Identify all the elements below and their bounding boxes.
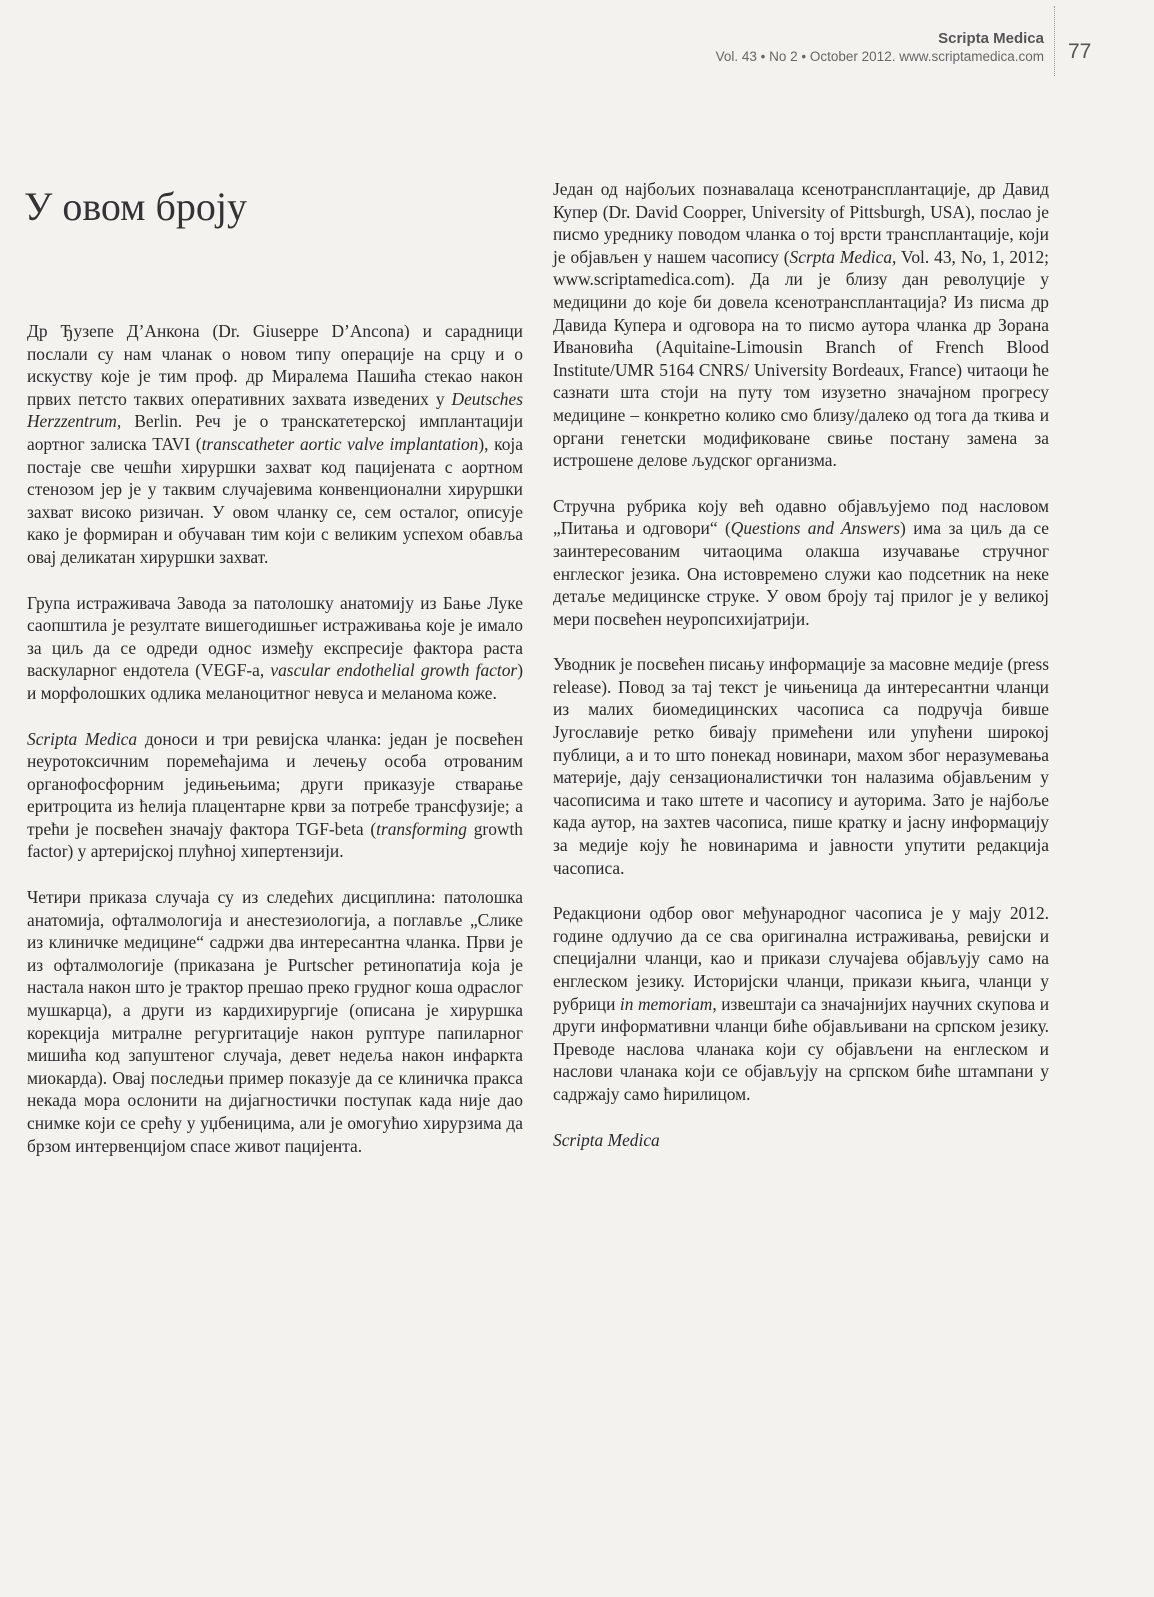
italic-text: Deutsches Herzzentrum,	[27, 388, 523, 432]
paragraph	[27, 592, 523, 705]
text-run: growth factor) у артеријској плућној хипертензији.	[27, 818, 523, 862]
paragraph	[553, 178, 1049, 472]
italic-text: transforming	[376, 818, 467, 839]
page-number: 77	[1068, 40, 1092, 63]
italic-text: in memoriam	[619, 993, 713, 1014]
text-run: Четири приказа случаја су из следећих дисциплина: патолошка анатомија, офталмологија и анестезиологија, а поглавље „Слике из клиничке медицине“ садржи два интересантна чланка. Први је из офталмологије (приказана је Purtscher ретинопатија која је настала након што је трактор прешао преко грудног коша одраслог мушкарца), а други из кардихирургије (описана је хируршка корекција митралне регургитације након руптуре папиларног мишића код запуштеног случаја, девет недеља након инфаркта миокарда). Овај последњи пример показује да се клиничка пракса некада мора ослонити на дијагностички поступак када није дао снимке који се срећу у уџбеницима, али је омогућио хирурзима да брзом интервенцијом спасе живот пацијента.	[27, 887, 523, 1156]
paragraph	[27, 320, 523, 569]
italic-text: Scrpta Medica	[789, 246, 893, 267]
text-run: Редакциони одбор овог међународног часописа је у мају 2012. године одлучио да се сва оригинална истраживања, ревијски и специјални чланци, као и прикази случајева објављују само на енглеском језику. Историјски чланци, прикази књига, чланци у рубрици	[553, 903, 1049, 1014]
paragraph	[553, 902, 1049, 1105]
journal-name: Scripta Medica	[938, 30, 1044, 47]
running-header	[716, 30, 1044, 66]
volume-line: Vol. 43 • No 2 • October 2012. www.scriptamedica.com	[715, 49, 1044, 64]
paragraph	[27, 886, 523, 1157]
text-run: , извештаји са значајнијих научних скупова и други информативни чланци биће објављивани на српском језику. Преводе наслова чланака који су објављени на енглеском и наслови чланака који се објављују на српском биће штампани у садржају само ћирилицом.	[553, 993, 1049, 1104]
text-run: доноси и три ревијска чланка: један је посвећен неуротоксичним поремећајима и лечењу особа отрованим органофосфорним једињењима; други приказује стварање еритроцита из ћелија плацентарне крви за потребе трансфузије; а трећи је посвећен значају фактора TGF-beta (	[27, 728, 523, 839]
right-column	[553, 178, 1049, 1174]
text-run: Уводник је посвећен писању информације за масовне медије (press release). Повод за тај текст је чињеница да интересантни чланци из малих биомедицинских часописа са подручја бивше Југославије ретко бивају примећени или упућени широкој публици, а и то што понекад новинари, махом због неразумевања материје, дају сензационалистички тон налазима објављеним у часописима и тако штете и часопису и ауторима. Зато је најбоље када аутор, на захтев часописа, пише кратку и јасну информацију за медије коју ће новинарима и јавности упутити редакција часописа.	[553, 654, 1049, 878]
left-column	[27, 320, 523, 1180]
text-run: Berlin. Реч је о транскатетерској имплантацији аортног залиска TAVI (	[27, 411, 523, 454]
text-run: Један од најбољих познавалаца ксенотрансплантације, др Давид Купер (Dr. David Coopper, University of Pittsburgh, USA), послао је писмо уреднику поводом чланка о тој врсти трансплантације, који је објављен у нашем часопису (	[553, 179, 1049, 267]
italic-text: vascular endothelial growth factor	[270, 660, 518, 681]
paragraph	[27, 728, 523, 864]
header-divider	[1054, 6, 1055, 76]
text-run: Група истраживача Завода за патолошку анатомију из Бање Луке саопштила је резултате вишегодишњег истраживања које је имало за циљ да се одреди однос између експресије фактора раста васкуларног ендотела (VEGF-а,	[27, 592, 523, 681]
text-run: ), која постаје све чешћи хируршки захват код пацијената с аортном стенозом јер је у таквим случајевима конвенционални хируршки захват високо ризичан. У овом чланку се, сем осталог, описује како је формиран и обучаван тим који с великим успехом обавља овај деликатан хируршки захват.	[27, 433, 523, 567]
text-run: Стручна рубрика коју већ одавно објављујемо под насловом „Питања и одговори“ (	[553, 495, 1049, 539]
italic-text: Scripta Medica	[27, 728, 138, 749]
signature: Scripta Medica	[553, 1129, 660, 1150]
paragraph	[553, 495, 1049, 631]
italic-text: transcatheter aortic valve implantation	[201, 433, 479, 454]
text-run: ) и морфолошких одлика меланоцитног невуса и меланома коже.	[27, 660, 523, 703]
page-title: У овом броју	[24, 184, 247, 229]
paragraph	[553, 653, 1049, 879]
italic-text: Questions and Answers	[730, 518, 900, 539]
text-run: ) има за циљ да се заинтересованим читаоцима олакша изучавање стручног енглеског језика. Она истовремено служи као подсетник на неке детаље медицинске струке. У овом броју тај прилог је у великој мери посвећен неуропсихијатрији.	[553, 518, 1049, 629]
text-run: Др Ђузепе Д’Анкона (Dr. Giuseppe D’Ancona) и сарадници послали су нам чланак о новом типу операције на срцу и о искуству које је тим проф. др Миралема Пашића стекао након првих петсто таквих оперативних захвата изведених у	[27, 321, 523, 409]
text-run: , Vol. 43, No, 1, 2012; www.scriptamedica.com). Да ли је близу дан револуције у медицини до које би довела ксенотрансплантација? Из писма др Давида Купера и одговора на то писмо аутора чланка др Зорана Ивановића (Aquitaine-Limousin Branch of French Blood Institute/UMR 5164 CNRS/ University Bordeaux, France) читаоци ће сазнати шта стоји на путу том изузетно значајном прогресу медицине – конкретно колико смо близу/далеко од тога да ткива и органи генетски модификоване свиње постану замена за истрошене делове људског организма.	[553, 246, 1049, 471]
